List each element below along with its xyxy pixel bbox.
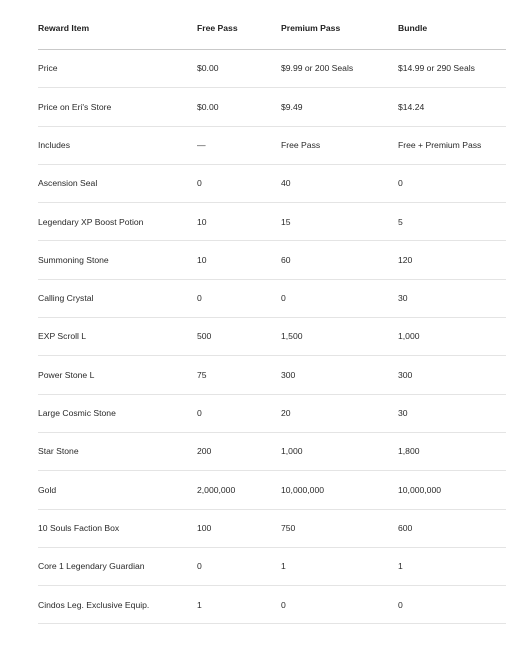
cell-reward-item: Large Cosmic Stone	[38, 408, 116, 419]
cell-reward-item: EXP Scroll L	[38, 331, 87, 342]
cell-free-pass: 10	[197, 254, 207, 265]
cell-reward-item: Cindos Leg. Exclusive Equip.	[38, 599, 150, 610]
cell-reward-item: Calling Crystal	[38, 293, 94, 304]
cell-premium-pass: 300	[281, 369, 296, 380]
table-row	[38, 50, 506, 88]
rewards-table	[38, 8, 506, 624]
cell-reward-item: Summoning Stone	[38, 254, 109, 265]
cell-reward-item: Gold	[38, 484, 57, 495]
table-row	[38, 395, 506, 433]
cell-bundle: $14.24	[398, 101, 425, 112]
cell-free-pass: 100	[197, 522, 212, 533]
table-row	[38, 318, 506, 356]
table-row	[38, 280, 506, 318]
cell-free-pass: 75	[197, 369, 207, 380]
header-reward-item: Reward Item	[38, 23, 90, 34]
table-row	[38, 433, 506, 471]
cell-free-pass: —	[197, 139, 206, 150]
table-row	[38, 548, 506, 586]
cell-bundle: 1,000	[398, 331, 420, 342]
cell-reward-item: Price on Eri's Store	[38, 101, 112, 112]
table-row	[38, 127, 506, 165]
cell-free-pass: 0	[197, 178, 202, 189]
cell-premium-pass: 20	[281, 408, 291, 419]
table-row	[38, 356, 506, 394]
table-row	[38, 471, 506, 509]
cell-bundle: Free + Premium Pass	[398, 139, 482, 150]
cell-premium-pass: 60	[281, 254, 291, 265]
cell-premium-pass: $9.99 or 200 Seals	[281, 63, 354, 74]
cell-reward-item: Price	[38, 63, 58, 74]
header-premium-pass: Premium Pass	[281, 23, 341, 34]
cell-bundle: 120	[398, 254, 413, 265]
cell-bundle: 300	[398, 369, 413, 380]
cell-premium-pass: 0	[281, 599, 286, 610]
cell-free-pass: $0.00	[197, 101, 219, 112]
cell-premium-pass: 15	[281, 216, 291, 227]
cell-free-pass: 2,000,000	[197, 484, 236, 495]
cell-reward-item: Power Stone L	[38, 369, 95, 380]
cell-bundle: 600	[398, 522, 413, 533]
cell-premium-pass: 1	[281, 561, 286, 572]
cell-premium-pass: Free Pass	[281, 139, 321, 150]
cell-free-pass: 0	[197, 408, 202, 419]
cell-bundle: 1	[398, 561, 403, 572]
cell-reward-item: Legendary XP Boost Potion	[38, 216, 144, 227]
cell-reward-item: Ascension Seal	[38, 178, 98, 189]
table-row	[38, 586, 506, 624]
cell-free-pass: 0	[197, 561, 202, 572]
cell-premium-pass: 10,000,000	[281, 484, 325, 495]
cell-premium-pass: 1,500	[281, 331, 303, 342]
cell-bundle: 30	[398, 293, 408, 304]
cell-reward-item: Star Stone	[38, 446, 79, 457]
cell-bundle: 5	[398, 216, 403, 227]
cell-bundle: $14.99 or 290 Seals	[398, 63, 475, 74]
cell-free-pass: 1	[197, 599, 202, 610]
cell-premium-pass: 0	[281, 293, 286, 304]
table-header-row	[38, 8, 506, 50]
cell-bundle: 1,800	[398, 446, 420, 457]
header-bundle: Bundle	[398, 23, 428, 34]
cell-bundle: 30	[398, 408, 408, 419]
cell-bundle: 0	[398, 599, 403, 610]
cell-bundle: 0	[398, 178, 403, 189]
cell-reward-item: Core 1 Legendary Guardian	[38, 561, 145, 572]
cell-premium-pass: $9.49	[281, 101, 303, 112]
cell-premium-pass: 1,000	[281, 446, 303, 457]
cell-free-pass: 10	[197, 216, 207, 227]
table-row	[38, 165, 506, 203]
cell-premium-pass: 750	[281, 522, 296, 533]
cell-free-pass: 200	[197, 446, 212, 457]
table-row	[38, 241, 506, 279]
table-body	[38, 50, 506, 624]
cell-reward-item: Includes	[38, 139, 71, 150]
cell-free-pass: 0	[197, 293, 202, 304]
table-row	[38, 510, 506, 548]
cell-free-pass: $0.00	[197, 63, 219, 74]
cell-bundle: 10,000,000	[398, 484, 442, 495]
table-row	[38, 203, 506, 241]
cell-premium-pass: 40	[281, 178, 291, 189]
cell-reward-item: 10 Souls Faction Box	[38, 522, 120, 533]
header-free-pass: Free Pass	[197, 23, 238, 34]
cell-free-pass: 500	[197, 331, 212, 342]
table-row	[38, 88, 506, 126]
